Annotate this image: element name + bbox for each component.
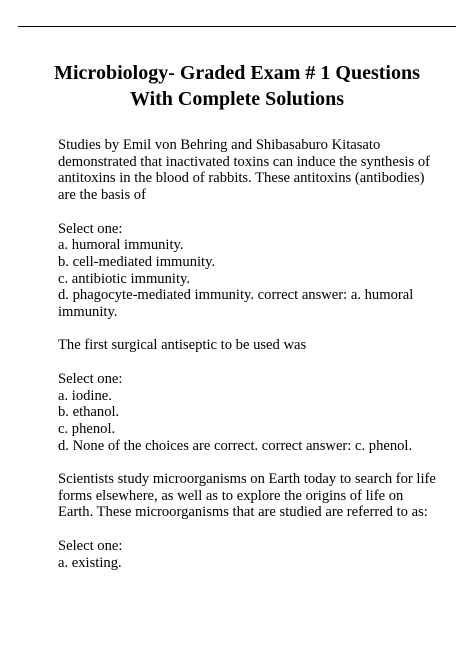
question-1 <box>58 137 462 321</box>
spacer <box>58 321 462 338</box>
document-title <box>40 60 434 112</box>
title-line-2: With Complete Solutions <box>129 88 345 110</box>
question-1-stem-line: antitoxins in the blood of rabbits. These antitoxins (antibodies) <box>58 170 425 187</box>
question-2 <box>58 337 462 454</box>
question-1-stem-line: demonstrated that inactivated toxins can induce the synthesis of <box>58 153 431 170</box>
question-1-option: immunity. <box>58 304 118 321</box>
spacer <box>58 204 462 221</box>
question-3-select-prompt: Select one: <box>58 537 123 554</box>
header-rule <box>18 26 456 27</box>
question-2-select-prompt: Select one: <box>58 370 123 387</box>
question-3 <box>58 471 462 571</box>
question-2-option: c. phenol. <box>58 420 116 437</box>
question-1-option: b. cell-mediated immunity. <box>58 253 216 270</box>
question-1-select-prompt: Select one: <box>58 220 123 237</box>
spacer <box>58 521 462 538</box>
title-line-1: Microbiology- Graded Exam # 1 Questions <box>54 62 420 84</box>
question-2-option: a. iodine. <box>58 387 112 404</box>
question-3-stem-line: Earth. These microorganisms that are studied are referred to as: <box>58 504 428 521</box>
question-1-option: a. humoral immunity. <box>58 237 184 254</box>
question-1-option: d. phagocyte-mediated immunity. correct answer: a. humoral <box>58 287 414 304</box>
document-body <box>58 137 462 571</box>
question-2-stem-line: The first surgical antiseptic to be used was <box>58 337 307 354</box>
question-3-stem-line: forms elsewhere, as well as to explore the origins of life on <box>58 487 404 504</box>
question-1-stem-line: are the basis of <box>58 187 146 204</box>
question-2-option: b. ethanol. <box>58 404 120 421</box>
question-1-option: c. antibiotic immunity. <box>58 270 190 287</box>
spacer <box>58 354 462 371</box>
question-2-option: d. None of the choices are correct. correct answer: c. phenol. <box>58 437 413 454</box>
question-1-stem-line: Studies by Emil von Behring and Shibasaburo Kitasato <box>58 137 381 153</box>
spacer <box>58 454 462 471</box>
question-3-stem-line: Scientists study microorganisms on Earth today to search for life <box>58 471 436 487</box>
question-3-option: a. existing. <box>58 554 122 571</box>
